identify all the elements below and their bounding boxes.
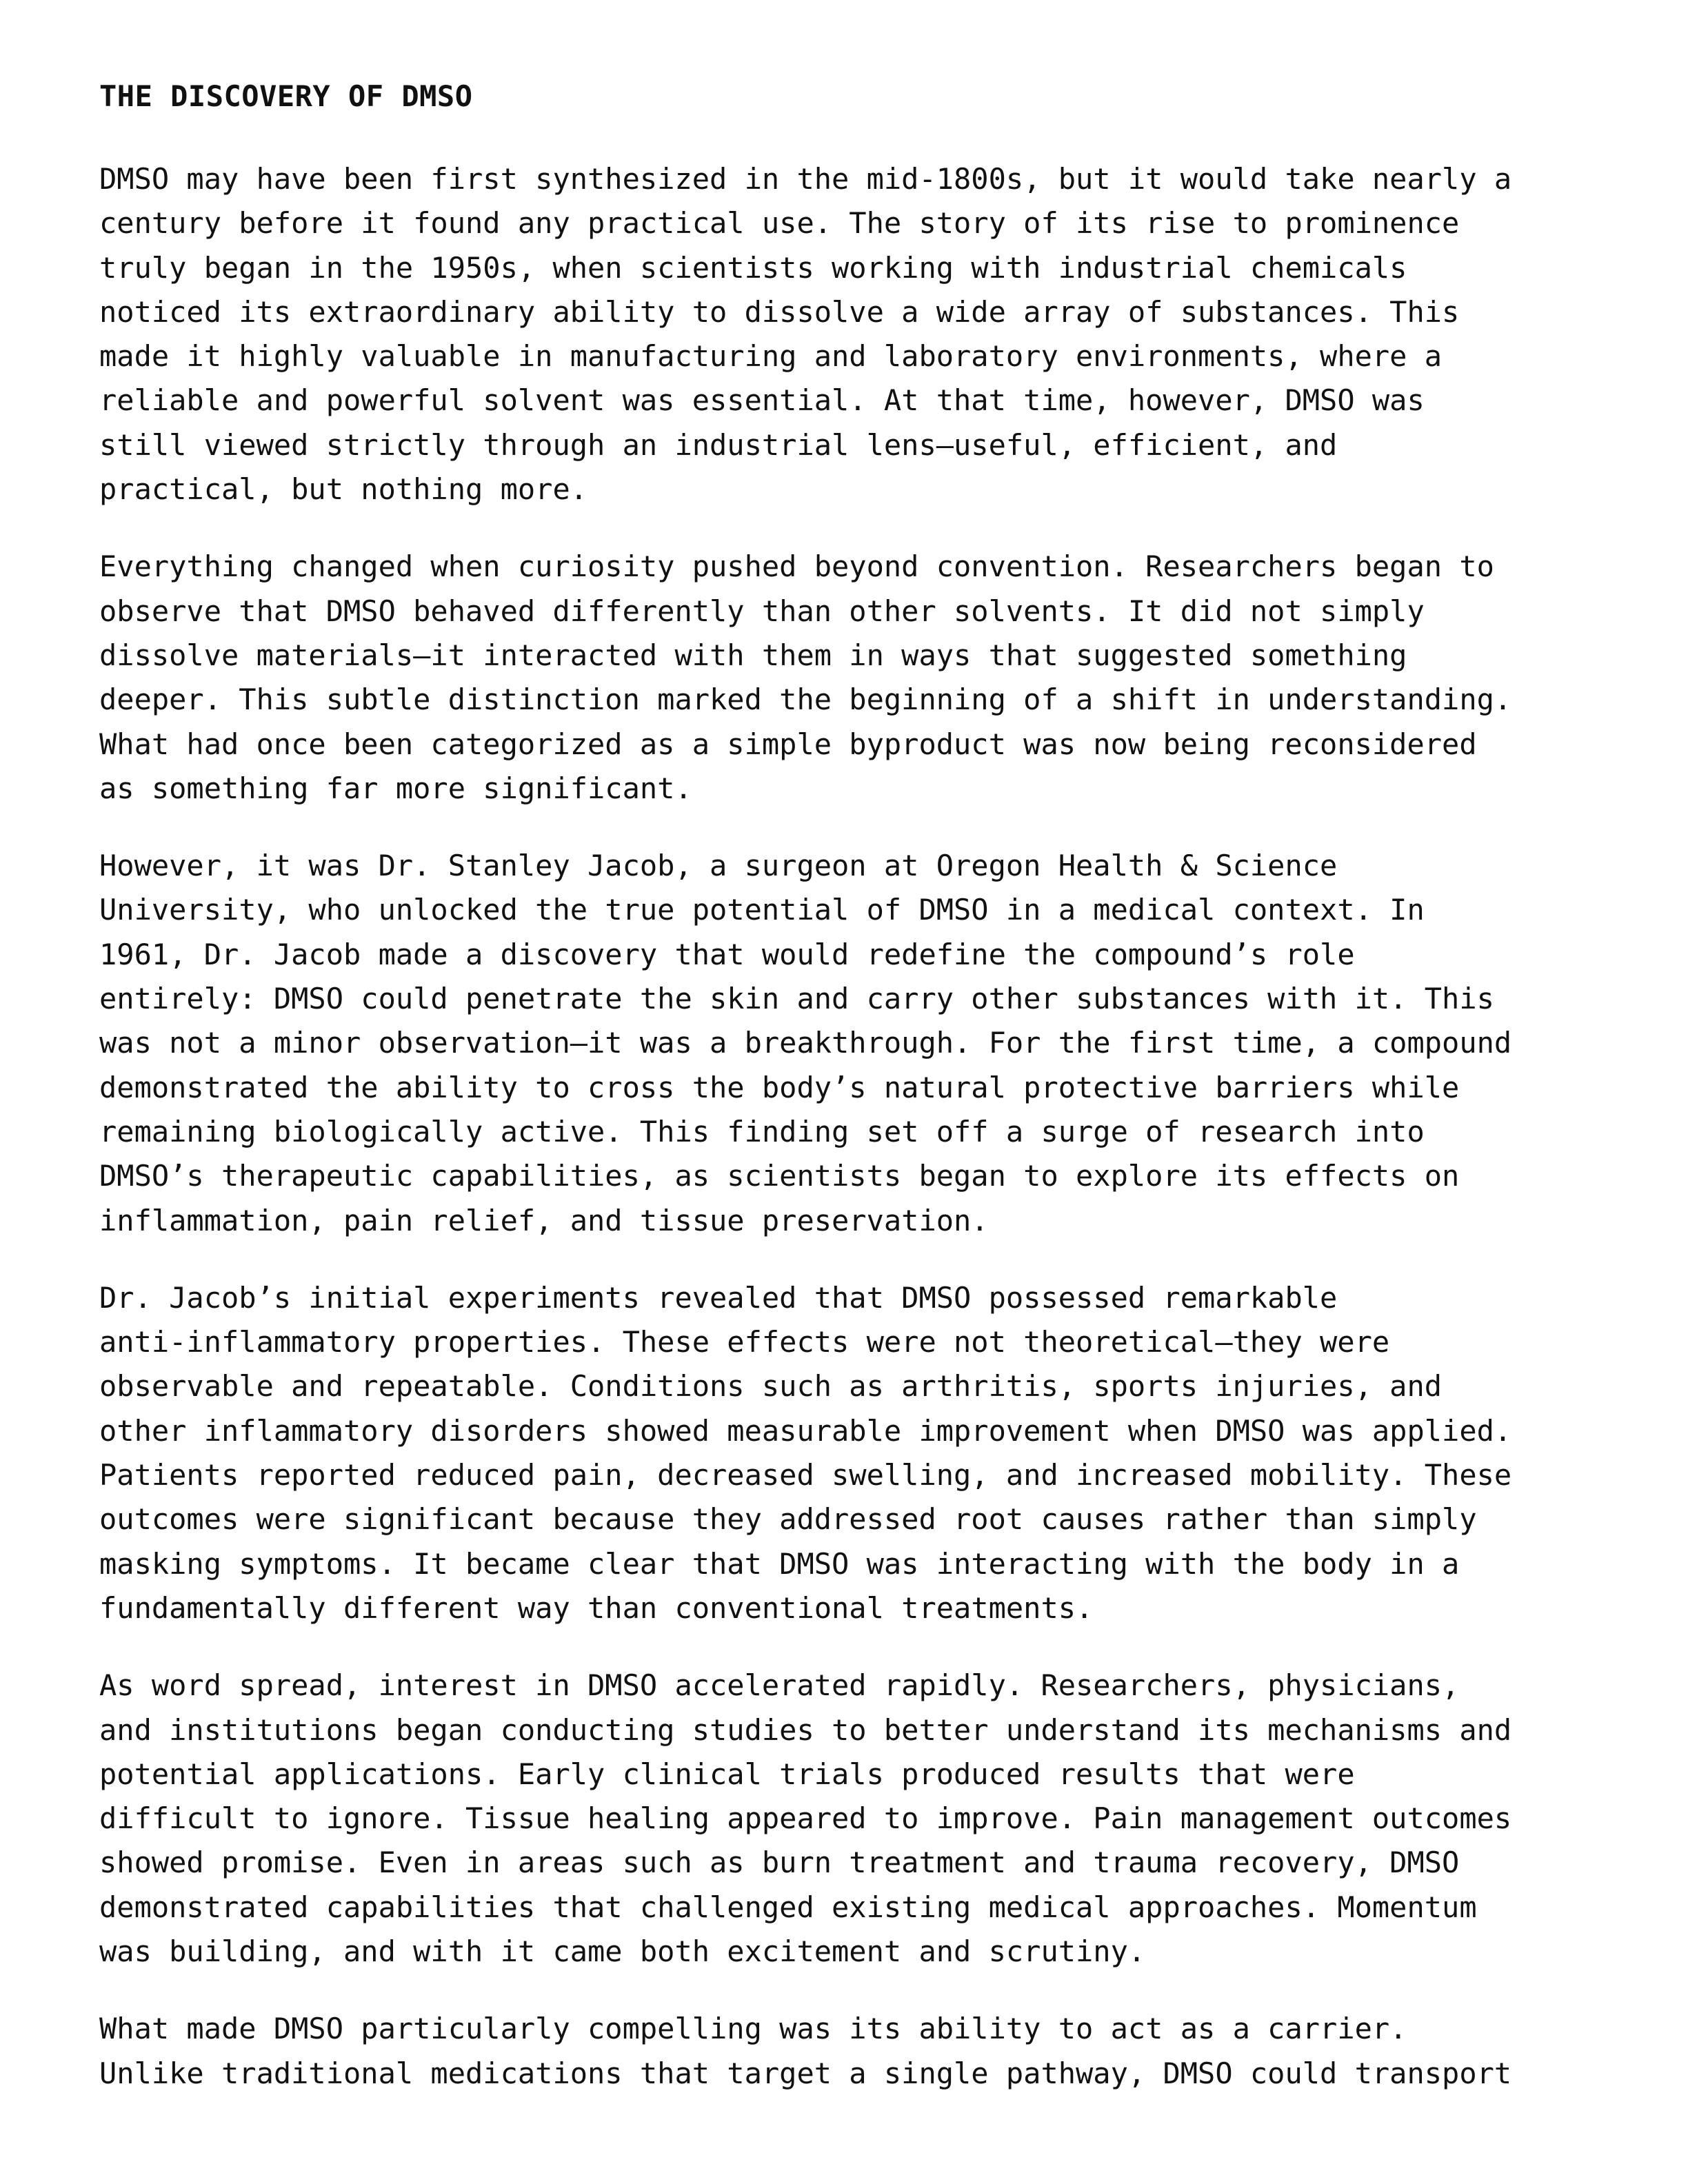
paragraph-line: As word spread, interest in DMSO accelerated rapidly. Researchers, physicians,: [99, 1668, 1460, 1703]
paragraph-line: dissolve materials—it interacted with them in ways that suggested something: [99, 638, 1407, 672]
paragraph-1: [99, 157, 1616, 512]
paragraph-line: Unlike traditional medications that target a single pathway, DMSO could transport: [99, 2056, 1512, 2090]
paragraph-line: inflammation, pain relief, and tissue preservation.: [99, 1203, 989, 1237]
paragraph-line: truly began in the 1950s, when scientists working with industrial chemicals: [99, 250, 1407, 285]
paragraph-line: What made DMSO particularly compelling was its ability to act as a carrier.: [99, 2012, 1407, 2046]
paragraph-line: remaining biologically active. This finding set off a surge of research into: [99, 1114, 1425, 1149]
paragraph-line: deeper. This subtle distinction marked the beginning of a shift in understanding.: [99, 682, 1512, 717]
paragraph-line: made it highly valuable in manufacturing and laboratory environments, where a: [99, 339, 1443, 374]
paragraph-line: entirely: DMSO could penetrate the skin and carry other substances with it. This: [99, 982, 1494, 1016]
paragraph-line: noticed its extraordinary ability to dissolve a wide array of substances. This: [99, 294, 1460, 329]
paragraph-line: Dr. Jacob’s initial experiments revealed that DMSO possessed remarkable: [99, 1280, 1338, 1315]
paragraph-4: [99, 1276, 1616, 1630]
paragraph-line: observe that DMSO behaved differently than other solvents. It did not simply: [99, 594, 1425, 628]
paragraph-line: anti-inflammatory properties. These effects were not theoretical—they were: [99, 1325, 1390, 1359]
paragraph-line: 1961, Dr. Jacob made a discovery that would redefine the compound’s role: [99, 937, 1355, 971]
paragraph-2: [99, 545, 1616, 811]
paragraph-line: century before it found any practical use. The story of its rise to prominence: [99, 206, 1460, 241]
paragraph-line: Patients reported reduced pain, decreased swelling, and increased mobility. These: [99, 1458, 1512, 1493]
paragraph-line: showed promise. Even in areas such as burn treatment and trauma recovery, DMSO: [99, 1846, 1460, 1880]
paragraph-line: outcomes were significant because they addressed root causes rather than simply: [99, 1502, 1477, 1537]
paragraph-line: However, it was Dr. Stanley Jacob, a surgeon at Oregon Health & Science: [99, 849, 1338, 883]
paragraph-line: demonstrated capabilities that challenged existing medical approaches. Momentum: [99, 1890, 1477, 1924]
paragraph-3: [99, 844, 1616, 1243]
paragraph-line: DMSO may have been first synthesized in the mid-1800s, but it would take nearly a: [99, 162, 1512, 196]
paragraph-line: was not a minor observation—it was a breakthrough. For the first time, a compound: [99, 1026, 1512, 1060]
paragraph-line: What had once been categorized as a simple byproduct was now being reconsidered: [99, 727, 1477, 761]
paragraph-line: was building, and with it came both excitement and scrutiny.: [99, 1934, 1146, 1968]
paragraph-line: observable and repeatable. Conditions such as arthritis, sports injuries, and: [99, 1369, 1443, 1404]
paragraph-line: still viewed strictly through an industrial lens—useful, efficient, and: [99, 427, 1338, 462]
paragraph-5: [99, 1664, 1616, 1974]
paragraph-line: as something far more significant.: [99, 771, 692, 805]
paragraph-line: demonstrated the ability to cross the body’s natural protective barriers while: [99, 1070, 1460, 1104]
document-title: THE DISCOVERY OF DMSO: [99, 79, 473, 113]
paragraph-6: [99, 2007, 1616, 2096]
paragraph-line: Everything changed when curiosity pushed beyond convention. Researchers began to: [99, 549, 1494, 584]
paragraph-line: potential applications. Early clinical trials produced results that were: [99, 1757, 1355, 1791]
paragraph-line: and institutions began conducting studies to better understand its mechanisms and: [99, 1712, 1512, 1747]
paragraph-line: reliable and powerful solvent was essential. At that time, however, DMSO was: [99, 383, 1425, 418]
paragraph-line: University, who unlocked the true potential of DMSO in a medical context. In: [99, 893, 1425, 927]
paragraph-line: fundamentally different way than conventional treatments.: [99, 1590, 1094, 1625]
paragraph-line: other inflammatory disorders showed measurable improvement when DMSO was applied.: [99, 1413, 1512, 1448]
paragraph-line: practical, but nothing more.: [99, 472, 588, 507]
paragraph-line: masking symptoms. It became clear that DMSO was interacting with the body in a: [99, 1546, 1460, 1581]
paragraph-line: DMSO’s therapeutic capabilities, as scientists began to explore its effects on: [99, 1159, 1460, 1193]
paragraph-line: difficult to ignore. Tissue healing appeared to improve. Pain management outcomes: [99, 1801, 1512, 1836]
document-page: [99, 76, 1616, 2129]
